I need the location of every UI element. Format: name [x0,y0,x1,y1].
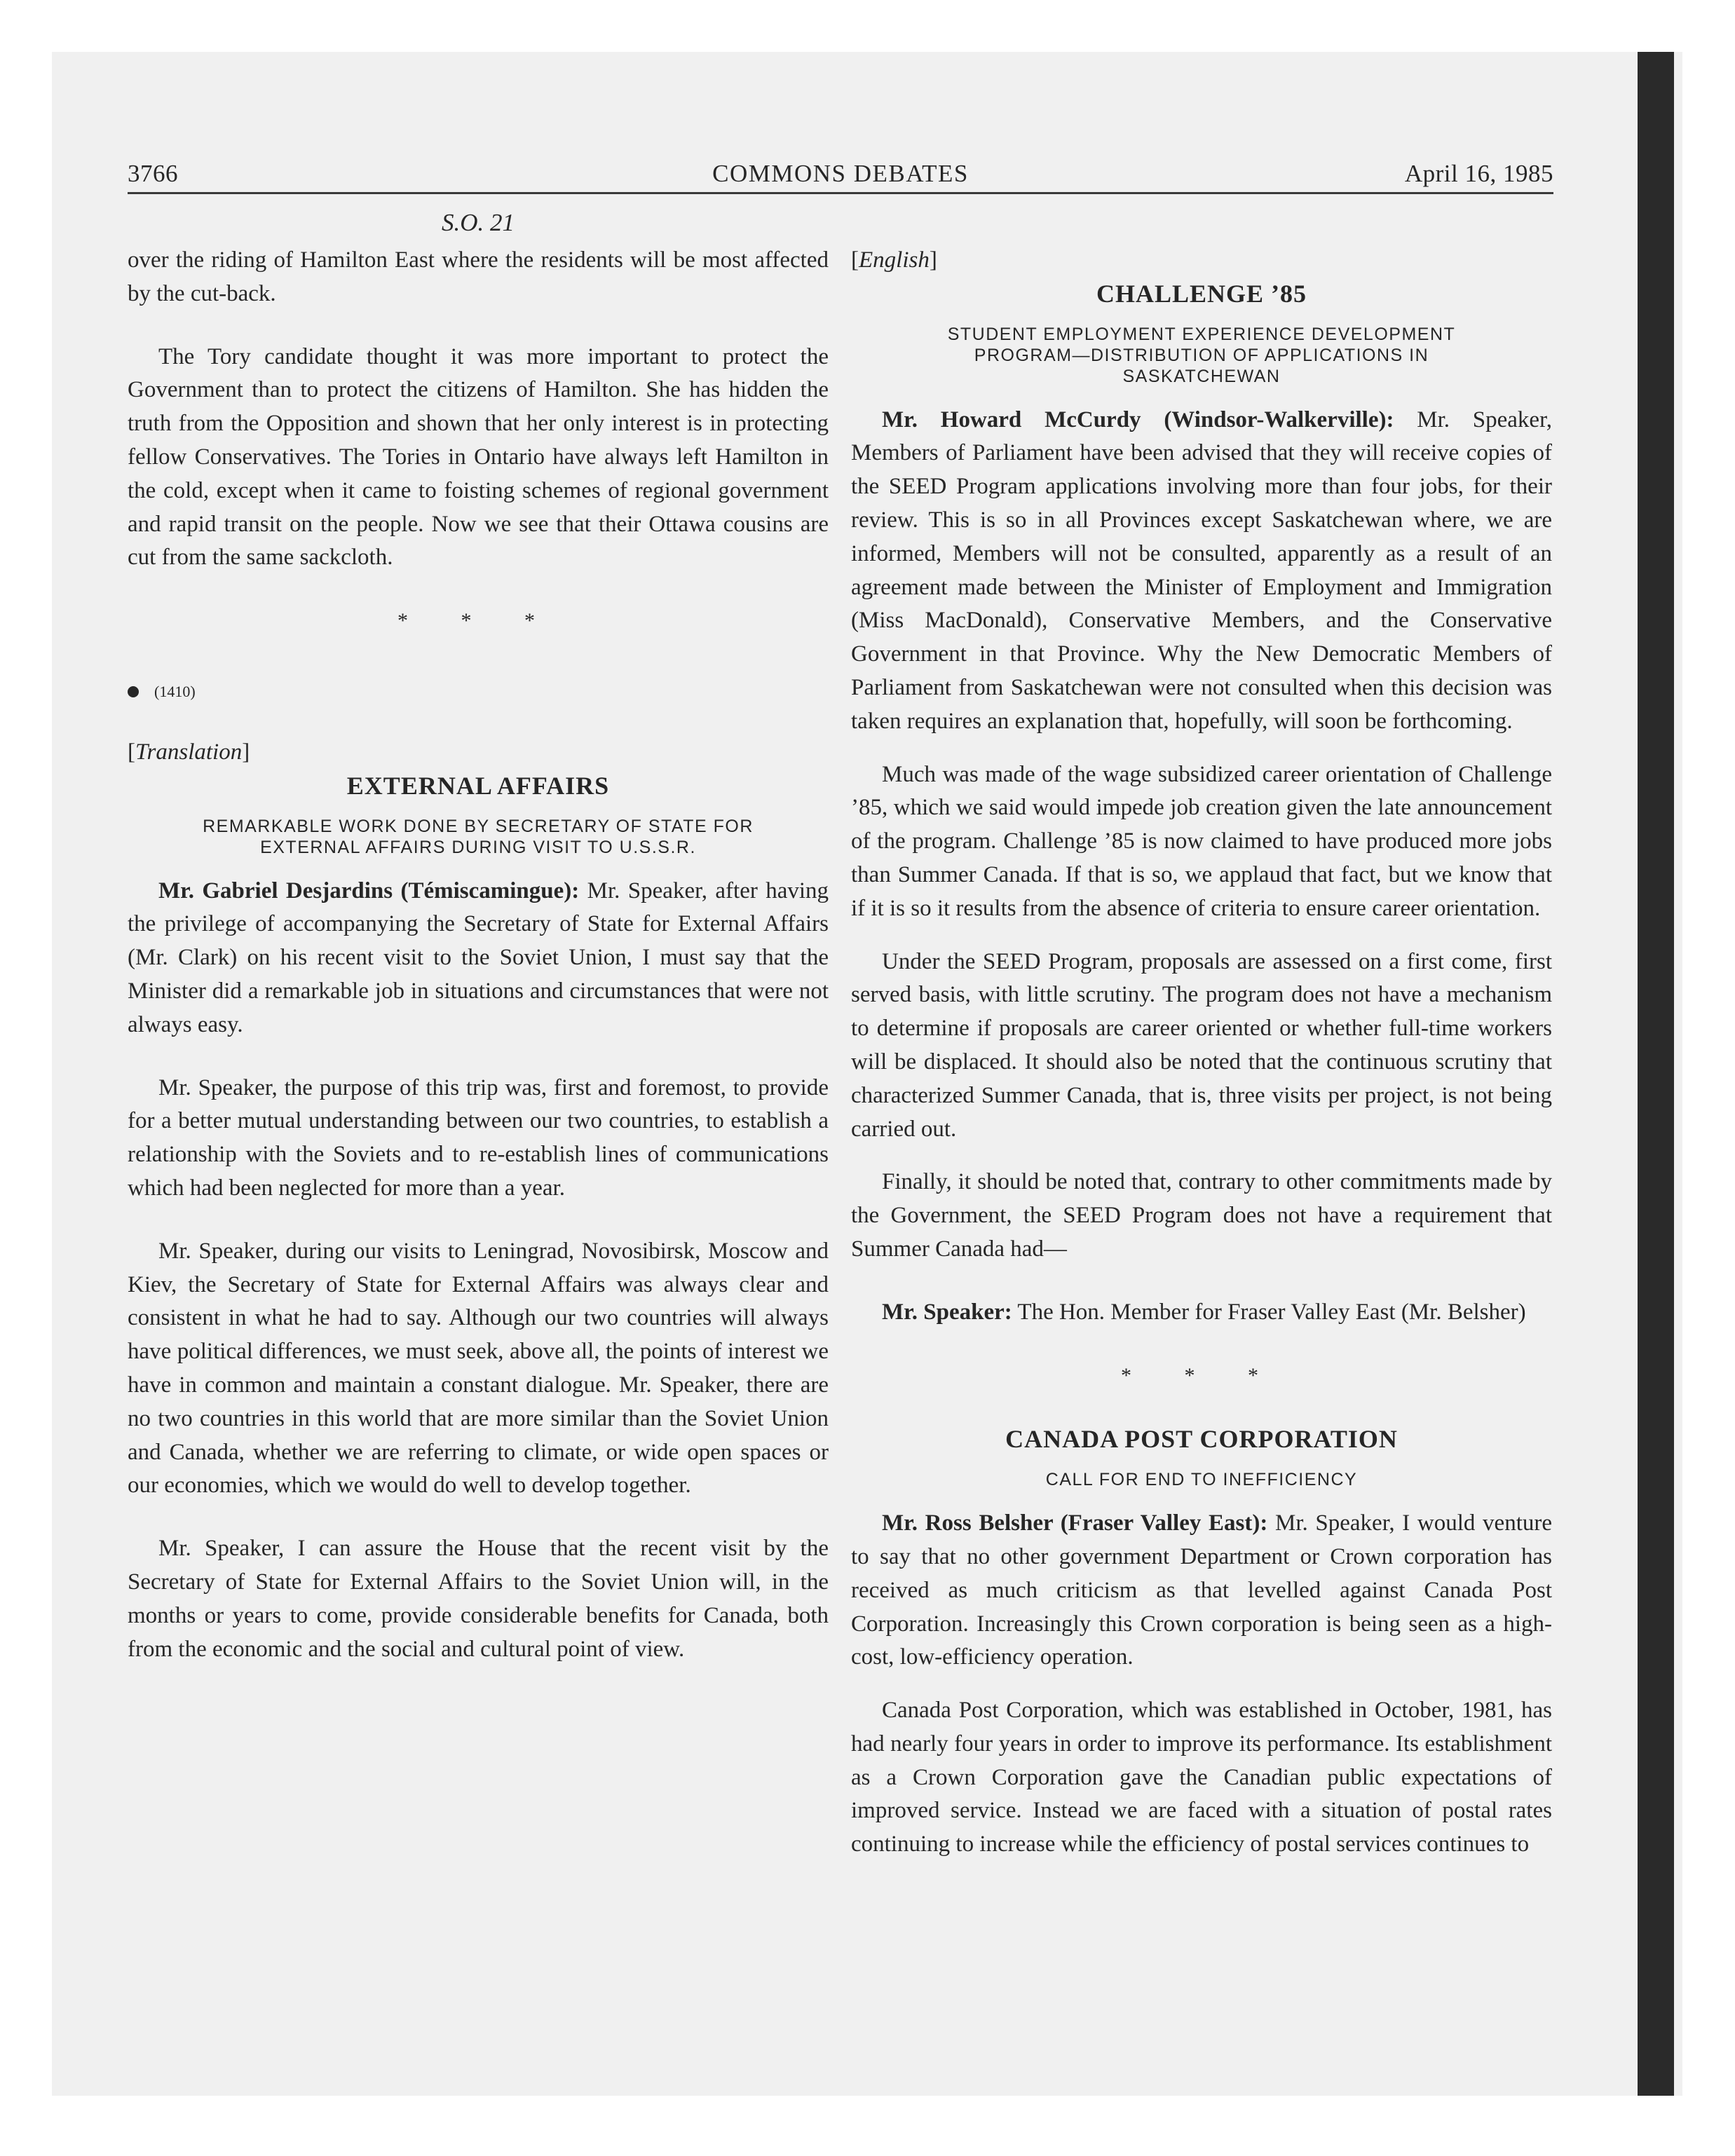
section-subheading: STUDENT EMPLOYMENT EXPERIENCE DEVELOPMENT PROGRAM—DISTRIBUTION OF APPLICATIONS IN SASKATCHEWAN [947,324,1456,386]
right-column [851,244,1552,1881]
paragraph: The Tory candidate thought it was more important to protect the Government than to protect the citizens of Hamilton. She has hidden the truth from the Opposition and shown that her only interest is in protecting fellow Conservatives. The Tories in Ontario have always left Hamilton in the cold, except when it came to foisting schemes of regional government and rapid transit on the people. Now we see that their Ottawa cousins are cut from the same sackcloth. [128,343,829,571]
time-marker-text: (1410) [154,682,196,700]
page-number: 3766 [128,160,178,187]
language-tag: [Translation] [128,739,250,765]
speech-text: Mr. Speaker, Members of Parliament have been advised that they will receive copies of the SEED Program applications involving more than four jobs, for their review. This is so in all Provinces except Saskatchewan where, we are informed, Members will not be consulted, apparently as a result of an agreement made between the Minister of Employment and Immigration (Miss MacDonald), Conservative Members, and the Conservative Government in that Province. Why the New Democratic Members of Parliament from Saskatchewan were not consulted when this decision was taken requires an explanation that, hopefully, will soon be forthcoming. [851,407,1552,734]
speech-text: Mr. Speaker, after having the privilege of accompanying the Secretary of State for External Affairs (Mr. Clark) on his recent visit to the Soviet Union, I must say that the Minister did a remarkable job in situations and circumstances that were not always easy. [128,878,829,1037]
language-tag: [English] [851,247,937,273]
speaker-name: Mr. Ross Belsher (Fraser Valley East): [882,1510,1268,1536]
header-date: April 16, 1985 [1404,160,1553,187]
paragraph: Finally, it should be noted that, contrary to other commitments made by the Government, the SEED Program does not have a requirement that Summer Canada had— [851,1169,1552,1262]
paragraph: Mr. Speaker, during our visits to Leningrad, Novosibirsk, Moscow and Kiev, the Secretary of State for External Affairs was always clear and consistent in what he had to say. Although our two countries will always have political differences, we must seek, above all, the points of interest we have in common and maintain a constant dialogue. Mr. Speaker, there are no two countries in this world that are more similar than the Soviet Union and Canada, whether we are referring to climate, or wide open spaces or our economies, which we would do well to develop together. [128,1238,829,1499]
section-separator: * * * [397,609,559,633]
speaker-name: Mr. Speaker: [882,1299,1012,1325]
paragraph: Mr. Speaker, I can assure the House that the recent visit by the Secretary of State for External Affairs to the Soviet Union will, in the months or years to come, provide considerable benefits for Canada, both from the economic and the social and cultural point of view. [128,1536,829,1662]
time-marker [128,681,829,702]
language-tag-text: English [859,247,930,273]
section-heading: CHALLENGE ’85 [1096,279,1307,308]
section-subheading: CALL FOR END TO INEFFICIENCY [1045,1470,1358,1490]
running-header [128,156,1553,194]
speech-paragraph [851,404,1552,739]
speech-text: The Hon. Member for Fraser Valley East (Mr. Belsher) [1017,1299,1526,1325]
paragraph: Canada Post Corporation, which was established in October, 1981, has had nearly four years in order to improve its performance. Its establishment as a Crown Corporation gave the Canadian public expectations of improved service. Instead we are faced with a situation of postal rates continuing to increase while the efficiency of postal services continues to [851,1698,1552,1857]
paragraph: Much was made of the wage subsidized career orientation of Challenge ’85, which we said would impede job creation given the late announcement of the program. Challenge ’85 is now claimed to have produced more jobs than Summer Canada. If that is so, we applaud that fact, but we know that if it is so it results from the absence of criteria to ensure career orientation. [851,761,1552,921]
speech-paragraph [128,875,829,1042]
section-heading: CANADA POST CORPORATION [1005,1425,1398,1454]
speech-paragraph [851,1296,1552,1330]
speech-text: Mr. Speaker, I would venture to say that no other government Department or Crown corporation has received as much criticism as that levelled against Canada Post Corporation. Increasingly this Crown corporation is being seen as a high-cost, low-efficiency operation. [851,1510,1553,1670]
speaker-name: Mr. Gabriel Desjardins (Témiscamingue): [158,878,580,903]
left-column [128,244,829,1696]
speech-paragraph [851,1507,1552,1674]
bullet-dot-icon [128,686,139,697]
section-subheading: REMARKABLE WORK DONE BY SECRETARY OF STATE FOR EXTERNAL AFFAIRS DURING VISIT TO U.S.S.R. [203,816,754,857]
speaker-name: Mr. Howard McCurdy (Windsor-Walkerville): [882,407,1394,432]
paragraph: Mr. Speaker, the purpose of this trip was, first and foremost, to provide for a better mutual understanding between our two countries, to establish a relationship with the Soviets and to re-establish lines of communications which had been neglected for more than a year. [128,1074,829,1201]
paragraph: Under the SEED Program, proposals are assessed on a first come, first served basis, with little scrutiny. The program does not have a mechanism to determine if proposals are career oriented or whether full-time workers will be displaced. It should also be noted that the continuous scrutiny that characterized Summer Canada, that is, three visits per project, is not being carried out. [851,948,1552,1142]
language-tag-text: Translation [135,739,243,765]
paragraph: over the riding of Hamilton East where the residents will be most affected by the cut-back. [128,247,829,306]
binding-edge [1638,52,1674,2096]
publication-title: COMMONS DEBATES [712,160,969,187]
section-tag: S.O. 21 [441,209,515,236]
section-heading: EXTERNAL AFFAIRS [346,771,610,800]
section-separator: * * * [1121,1363,1282,1387]
